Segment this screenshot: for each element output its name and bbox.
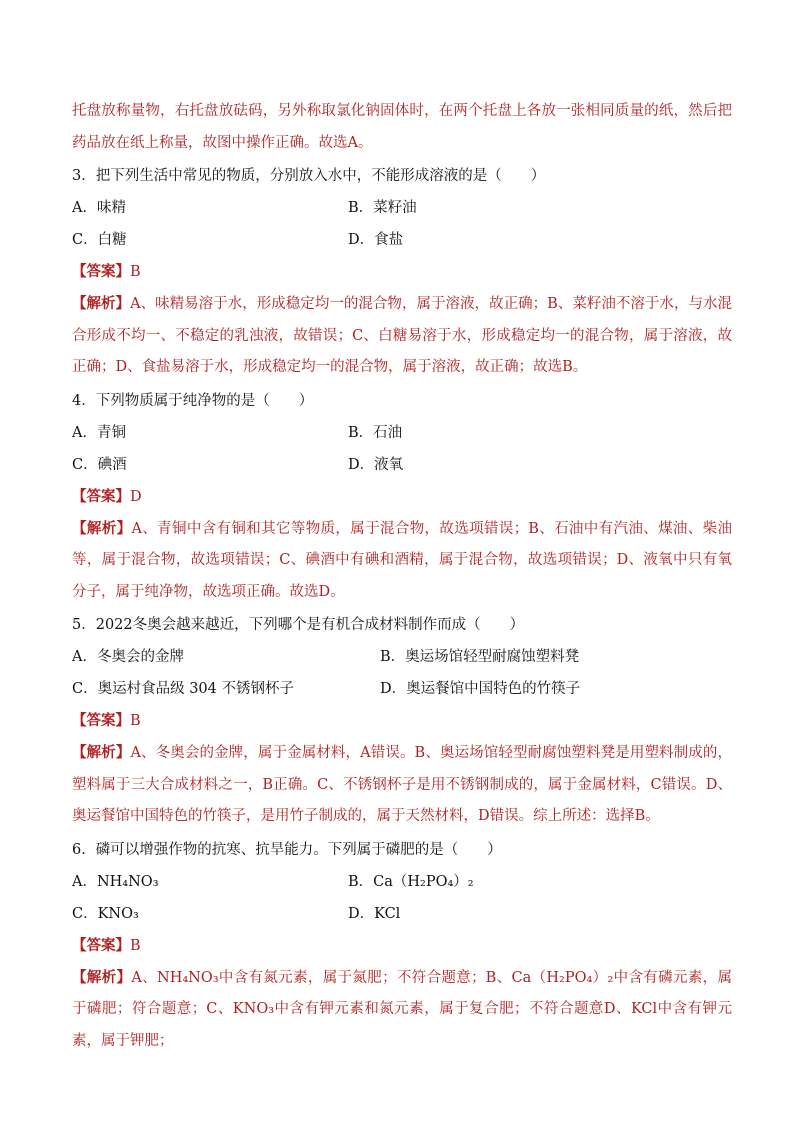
analysis-text: A、冬奥会的金牌，属于金属材料，A错误。B、奥运场馆轻型耐腐蚀塑料凳是用塑料制成的，塑料属于三大合成材料之一，B正确。C、不锈钢杯子是用不锈钢制成的，属于金属材料，C错误。D、奥运餐馆中国特色的竹筷子，是用竹子制成的，属于天然材料，D错误。综上所述：选择B。 (72, 745, 732, 824)
question-5-option-b: B．奥运场馆轻型耐腐蚀塑料凳 (380, 649, 580, 665)
question-5-options-row-2 (72, 679, 732, 699)
answer-label: 【答案】 (72, 487, 130, 505)
analysis-text: A、青铜中含有铜和其它等物质，属于混合物，故选项错误；B、石油中有汽油、煤油、柴油等，属于混合物，故选项错误；C、碘酒中有碘和酒精，属于混合物，故选项错误；D、液氧中只有氧分子，属于纯净物，故选项正确。故选D。 (72, 520, 733, 600)
question-3-options-row-1 (72, 198, 732, 218)
analysis-label: 【解析】 (72, 744, 131, 761)
question-6-answer (72, 936, 732, 956)
question-5-analysis (72, 737, 732, 833)
question-6-option-a: A．NH₄NO₃ (72, 873, 159, 890)
answer-label: 【答案】 (72, 712, 130, 729)
question-3-option-d: D．食盐 (348, 232, 404, 248)
question-4-option-d: D．液氧 (348, 456, 404, 473)
question-3-stem: 3．把下列生活中常见的物质，分别放入水中，不能形成溶液的是（ ） (72, 168, 546, 184)
question-5-option-d: D．奥运餐馆中国特色的竹筷子 (380, 681, 581, 697)
intro-continuation: 托盘放称量物，右托盘放砝码，另外称取氯化钠固体时，在两个托盘上各放一张相同质量的纸，然后把药品放在纸上称量，故图中操作正确。故选A。 (72, 103, 732, 151)
question-4-stem: 4．下列物质属于纯净物的是（ ） (72, 392, 314, 409)
answer-label: 【答案】 (72, 936, 130, 954)
question-3-option-a: A．味精 (72, 200, 126, 216)
question-6-options-row-2 (72, 904, 732, 924)
question-4-options-row-1 (72, 423, 732, 443)
analysis-text: A、NH₄NO₃中含有氮元素，属于氮肥；不符合题意；B、Ca（H₂PO₄）₂中含有磷元素，属于磷肥；符合题意；C、KNO₃中含有钾元素和氮元素，属于复合肥；不符合题意D、KCl中含有钾元素，属于钾肥； (72, 969, 733, 1049)
question-3-option-c: C．白糖 (72, 232, 127, 248)
answer-label: 【答案】 (72, 263, 130, 280)
question-4-analysis (72, 513, 732, 609)
question-4-option-a: A．青铜 (72, 424, 126, 441)
question-4-option-c: C．碘酒 (72, 456, 127, 473)
question-6-options-row-1 (72, 872, 732, 892)
question-5-option-c: C．奥运村食品级 304 不锈钢杯子 (72, 681, 294, 697)
question-3-analysis (72, 288, 732, 384)
analysis-label: 【解析】 (72, 295, 131, 312)
question-5-answer (72, 711, 732, 731)
question-6-option-c: C．KNO₃ (72, 905, 139, 922)
question-4-options-row-2 (72, 455, 732, 475)
question-3-option-b: B．菜籽油 (348, 200, 417, 216)
question-5-option-a: A．冬奥会的金牌 (72, 649, 184, 665)
question-4-answer (72, 487, 732, 507)
question-6-analysis (72, 962, 732, 1058)
analysis-text: A、味精易溶于水，形成稳定均一的混合物，属于溶液，故正确；B、菜籽油不溶于水，与水混合形成不均一、不稳定的乳浊液，故错误；C、白糖易溶于水，形成稳定均一的混合物，属于溶液，故正确；D、食盐易溶于水，形成稳定均一的混合物，属于溶液，故正确；故选B。 (72, 296, 733, 375)
question-6-stem: 6．磷可以增强作物的抗寒、抗旱能力。下列属于磷肥的是（ ） (72, 841, 502, 858)
question-6-option-d: D．KCl (348, 905, 401, 922)
question-6-option-b: B．Ca（H₂PO₄）₂ (348, 873, 474, 890)
question-3-answer (72, 262, 732, 282)
answer-value: B (130, 264, 141, 280)
answer-value: B (130, 713, 141, 729)
question-5-stem: 5．2022冬奥会越来越近，下列哪个是有机合成材料制作而成（ ） (72, 617, 525, 633)
analysis-label: 【解析】 (72, 519, 132, 537)
answer-value: D (130, 488, 142, 505)
answer-value: B (130, 937, 141, 954)
question-4-option-b: B．石油 (348, 424, 403, 441)
document-page (72, 96, 732, 1057)
question-5-options-row-1 (72, 647, 732, 667)
analysis-label: 【解析】 (72, 968, 132, 986)
question-3-options-row-2 (72, 230, 732, 250)
